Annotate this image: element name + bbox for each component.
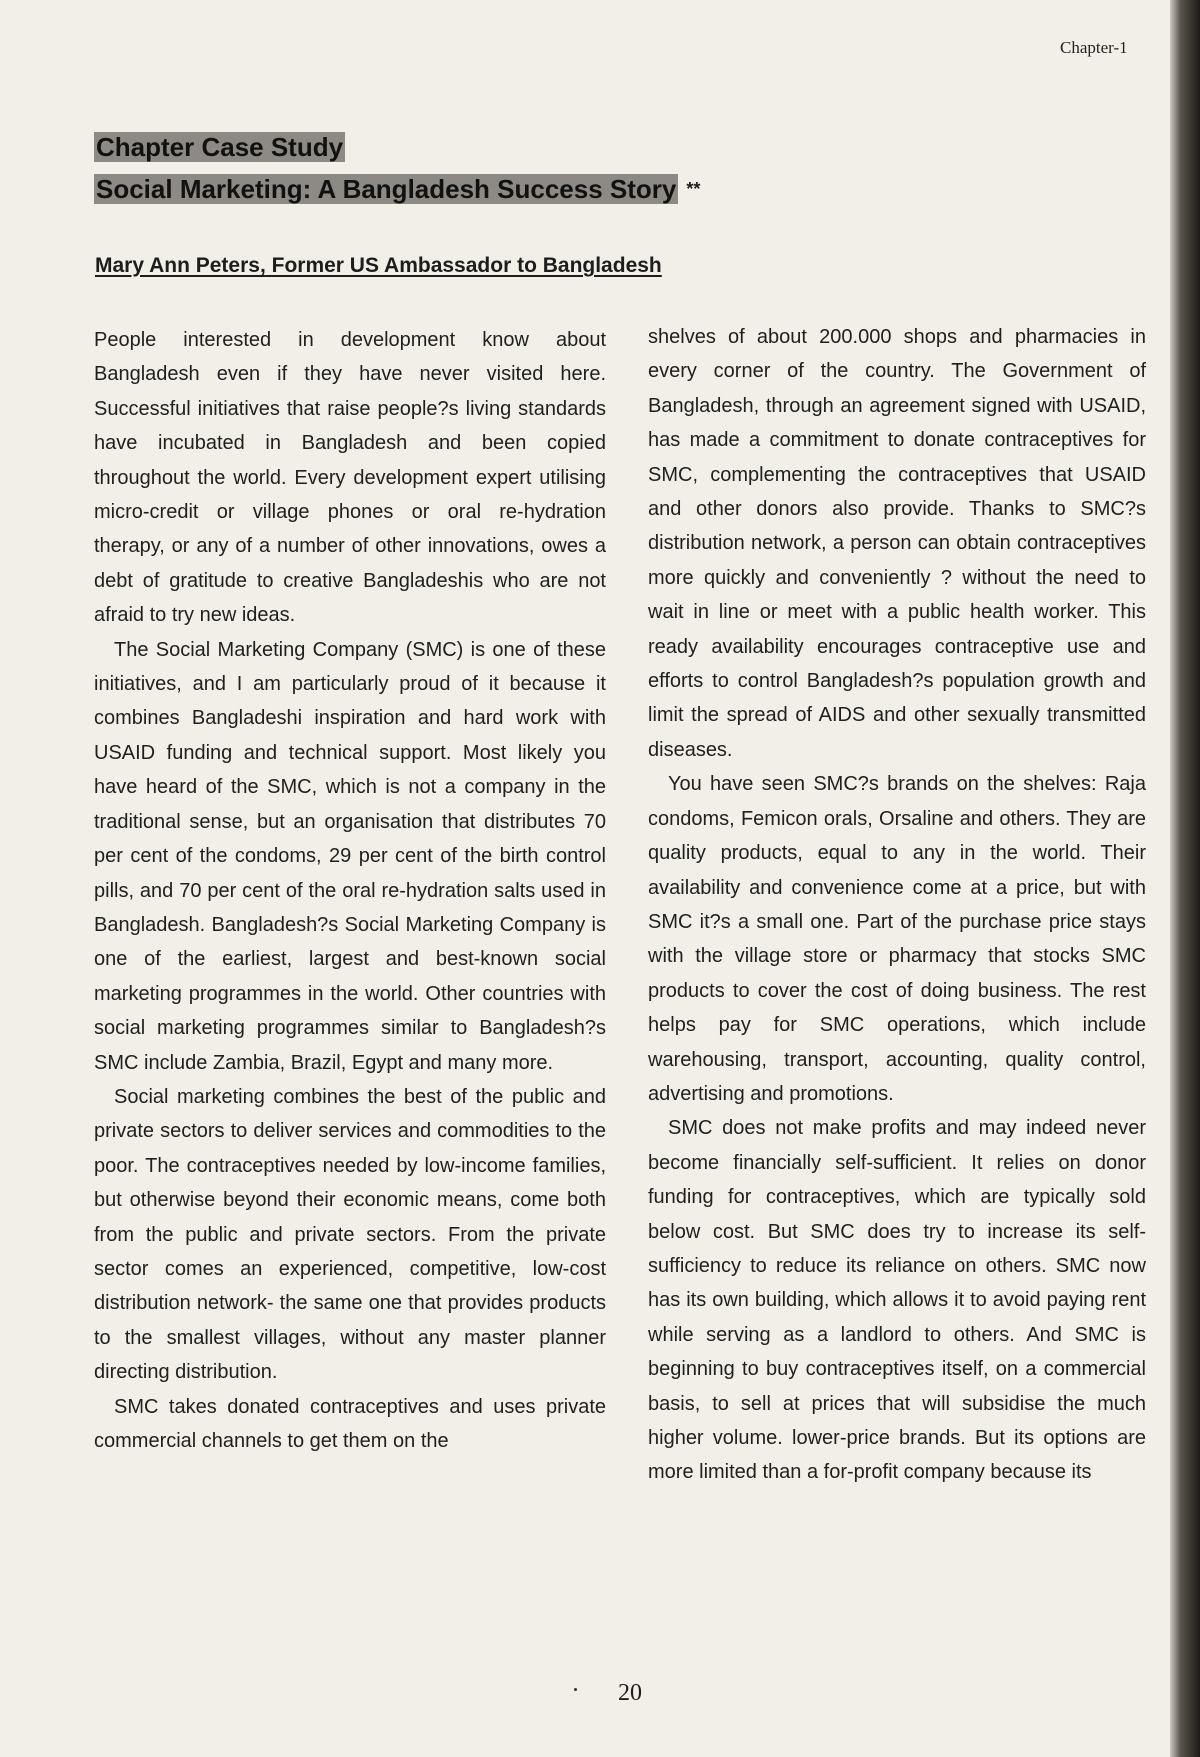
- paragraph: shelves of about 200.000 shops and pharmacies in every corner of the country. The Government of Bangladesh, through an agreement signed with USAID, has made a commitment to donate contraceptives for SMC, complementing the contraceptives that USAID and other donors also provide. Thanks to SMC?s distribution network, a person can obtain contraceptives more quickly and conveniently ? without the need to wait in line or meet with a public health worker. This ready availability encourages contraceptive use and efforts to control Bangladesh?s population growth and limit the spread of AIDS and other sexually transmitted diseases.: [648, 326, 1146, 761]
- page-edge-shadow: [1170, 0, 1200, 1757]
- stray-dot: [574, 1688, 577, 1691]
- paragraph: SMC does not make profits and may indeed never become financially self-sufficient. It relies on donor funding for contraceptives, which are typically sold below cost. But SMC does try to increase its self-sufficiency to reduce its reliance on others. SMC now has its own building, which allows it to avoid paying rent while serving as a landlord to others. And SMC is beginning to buy contraceptives itself, on a commercial basis, to sell at prices that will subsidise the much higher volume. lower-price brands. But its options are more limited than a for-profit company because its: [648, 1117, 1146, 1484]
- paragraph: SMC takes donated contraceptives and uses private commercial channels to get them on the: [94, 1395, 606, 1452]
- paragraph: People interested in development know about Bangladesh even if they have never visited here. Successful initiatives that raise people?s living standards have incubated in Bangladesh and been copied throughout the world. Every development expert utilising micro-credit or village phones or oral re-hydration therapy, or any of a number of other innovations, owes a debt of gratitude to creative Bangladeshis who are not afraid to try new ideas.: [94, 329, 606, 627]
- footnote-marker: **: [686, 179, 701, 199]
- author-byline: Mary Ann Peters, Former US Ambassador to Bangladesh: [95, 254, 662, 277]
- paragraph: Social marketing combines the best of the public and private sectors to deliver services and commodities to the poor. The contraceptives needed by low-income families, but otherwise beyond their economic means, come both from the public and private sectors. From the private sector comes an experienced, competitive, low-cost distribution network- the same one that provides products to the smallest villages, without any master planner directing distribution.: [94, 1085, 606, 1384]
- chapter-label: Chapter-1: [1060, 38, 1128, 57]
- headline-line-2: Social Marketing: A Bangladesh Success Story: [96, 174, 677, 204]
- left-column: [94, 323, 606, 1458]
- headline-line-1: Chapter Case Study: [96, 132, 344, 162]
- page-number: 20: [618, 1680, 642, 1706]
- paragraph: You have seen SMC?s brands on the shelves: Raja condoms, Femicon orals, Orsaline and others. They are quality products, equal to any in the world. Their availability and convenience come at a price, but with SMC it?s a small one. Part of the purchase price stays with the village store or pharmacy that stocks SMC products to cover the cost of doing business. The rest helps pay for SMC operations, which include warehousing, transport, accounting, quality control, advertising and promotions.: [648, 773, 1146, 1105]
- case-study-headline: [94, 126, 700, 210]
- right-column: [648, 320, 1146, 1490]
- paragraph: The Social Marketing Company (SMC) is one of these initiatives, and I am particularly proud of it because it combines Bangladeshi inspiration and hard work with USAID funding and technical support. Most likely you have heard of the SMC, which is not a company in the traditional sense, but an organisation that distributes 70 per cent of the condoms, 29 per cent of the birth control pills, and 70 per cent of the oral re-hydration salts used in Bangladesh. Bangladesh?s Social Marketing Company is one of the earliest, largest and best-known social marketing programmes in the world. Other countries with social marketing programmes similar to Bangladesh?s SMC include Zambia, Brazil, Egypt and many more.: [94, 638, 606, 1074]
